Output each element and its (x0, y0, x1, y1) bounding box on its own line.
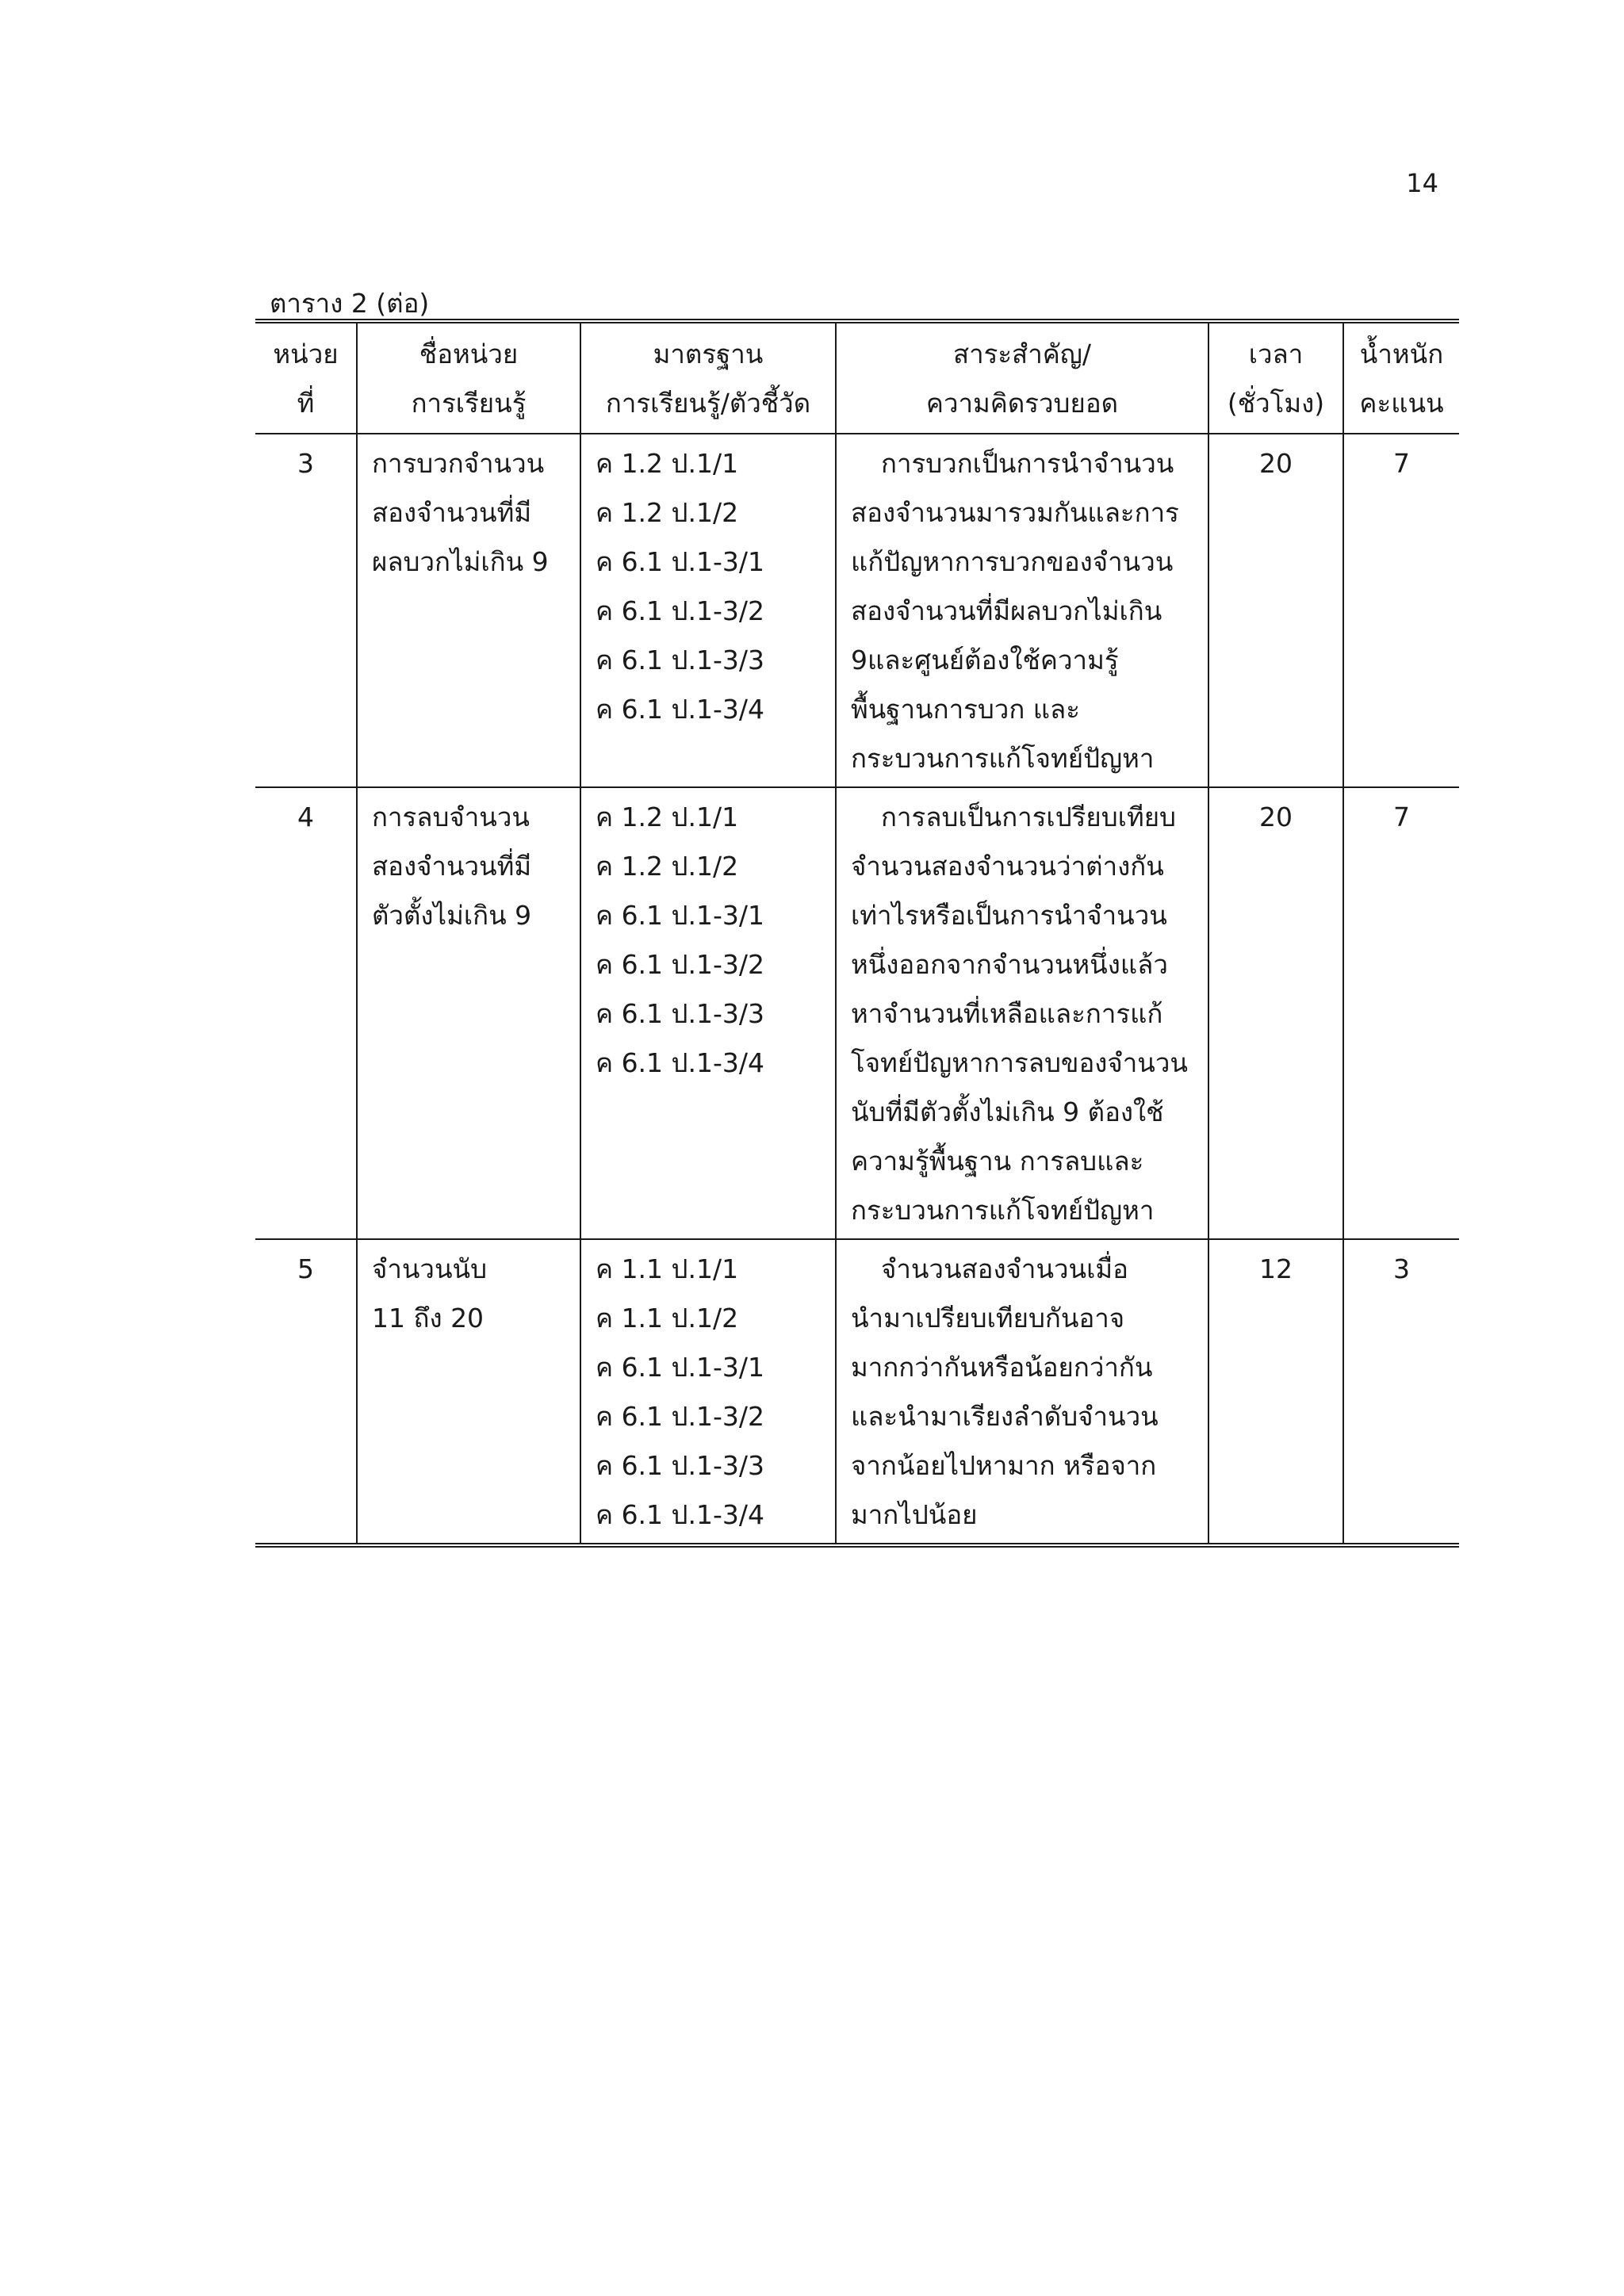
header-line: คะแนน (1359, 388, 1444, 419)
standard-code: ค 6.1 ป.1-3/1 (596, 900, 764, 931)
weight-cell (1343, 434, 1459, 787)
table-body (255, 434, 1459, 1545)
header-line: มาตรฐาน (653, 339, 764, 369)
unit-name-line: สองจำนวนที่มี (372, 497, 532, 528)
standard-code: ค 6.1 ป.1-3/2 (596, 1401, 764, 1432)
unit-number: 5 (297, 1253, 314, 1284)
header-line: ที่ (297, 388, 315, 419)
concept-line: แก้ปัญหาการบวกของจำนวน (851, 546, 1174, 577)
concept-line: โจทย์ปัญหาการลบของจำนวน (851, 1047, 1188, 1078)
hours-cell (1208, 1239, 1343, 1545)
table-row (255, 434, 1459, 787)
hours-cell (1208, 787, 1343, 1239)
standard-code: ค 6.1 ป.1-3/3 (596, 645, 764, 675)
standard-code: ค 6.1 ป.1-3/3 (596, 1450, 764, 1481)
concept-cell (836, 787, 1208, 1239)
standards-cell (580, 1239, 836, 1545)
concept-line: ความรู้พื้นฐาน การลบและ (851, 1146, 1144, 1177)
header-line: เวลา (1248, 339, 1304, 369)
unit-name-cell (357, 434, 580, 787)
standard-code: ค 1.2 ป.1/1 (596, 802, 739, 832)
concept-line: 9และศูนย์ต้องใช้ความรู้ (851, 645, 1119, 675)
unit-number-cell (255, 787, 357, 1239)
concept-line: นำมาเปรียบเทียบกันอาจ (851, 1303, 1125, 1334)
standard-code: ค 6.1 ป.1-3/4 (596, 694, 764, 725)
learning-units-table (255, 319, 1459, 1548)
concept-line: หาจำนวนที่เหลือและการแก้ (851, 998, 1163, 1029)
header-line: น้ำหนัก (1359, 339, 1444, 369)
unit-number: 4 (297, 802, 314, 832)
hours-value: 20 (1259, 802, 1293, 832)
header-line: สาระสำคัญ/ (952, 339, 1092, 369)
hours-value: 12 (1259, 1253, 1293, 1284)
header-line: ความคิดรวบยอด (925, 388, 1119, 419)
header-line: การเรียนรู้ (411, 388, 527, 419)
header-line: หน่วย (273, 339, 339, 369)
header-concept (836, 321, 1208, 434)
concept-line: เท่าไรหรือเป็นการนำจำนวน (851, 900, 1167, 931)
unit-name-cell (357, 1239, 580, 1545)
concept-line: การลบเป็นการเปรียบเทียบ (881, 802, 1176, 832)
concept-line: การบวกเป็นการนำจำนวน (881, 448, 1174, 479)
header-unit-name (357, 321, 580, 434)
standard-code: ค 6.1 ป.1-3/3 (596, 998, 764, 1029)
unit-name-line: การลบจำนวน (372, 802, 530, 832)
unit-number: 3 (297, 448, 314, 479)
standard-code: ค 1.1 ป.1/2 (596, 1303, 739, 1334)
weight-value: 7 (1393, 802, 1410, 832)
concept-line: นับที่มีตัวตั้งไม่เกิน 9 ต้องใช้ (851, 1096, 1164, 1127)
page-number: 14 (1406, 168, 1438, 198)
concept-line: หนึ่งออกจากจำนวนหนึ่งแล้ว (851, 949, 1168, 980)
standard-code: ค 1.2 ป.1/1 (596, 448, 739, 479)
hours-cell (1208, 434, 1343, 787)
header-unit-number (255, 321, 357, 434)
concept-line: จำนวนสองจำนวนเมื่อ (881, 1253, 1128, 1284)
standards-cell (580, 787, 836, 1239)
weight-value: 3 (1393, 1253, 1410, 1284)
weight-cell (1343, 787, 1459, 1239)
unit-name-line: จำนวนนับ (372, 1253, 488, 1284)
table-row (255, 1239, 1459, 1545)
standards-cell (580, 434, 836, 787)
header-standards (580, 321, 836, 434)
table-caption: ตาราง 2 (ต่อ) (270, 288, 430, 319)
header-line: ชื่อหน่วย (419, 339, 519, 369)
concept-line: และนำมาเรียงลำดับจำนวน (851, 1401, 1159, 1432)
weight-value: 7 (1393, 448, 1410, 479)
standard-code: ค 1.2 ป.1/2 (596, 851, 739, 882)
unit-name-line: ตัวตั้งไม่เกิน 9 (372, 900, 532, 931)
header-hours (1208, 321, 1343, 434)
standard-code: ค 6.1 ป.1-3/1 (596, 546, 764, 577)
concept-cell (836, 434, 1208, 787)
standard-code: ค 6.1 ป.1-3/2 (596, 949, 764, 980)
table-row (255, 787, 1459, 1239)
unit-number-cell (255, 434, 357, 787)
unit-number-cell (255, 1239, 357, 1545)
header-line: การเรียนรู้/ตัวชี้วัด (605, 388, 811, 419)
standard-code: ค 6.1 ป.1-3/1 (596, 1352, 764, 1383)
header-weight (1343, 321, 1459, 434)
concept-line: มากกว่ากันหรือน้อยกว่ากัน (851, 1352, 1153, 1383)
concept-line: กระบวนการแก้โจทย์ปัญหา (851, 1195, 1155, 1226)
concept-line: จำนวนสองจำนวนว่าต่างกัน (851, 851, 1164, 882)
concept-line: สองจำนวนมารวมกันและการ (851, 497, 1179, 528)
standard-code: ค 1.2 ป.1/2 (596, 497, 739, 528)
hours-value: 20 (1259, 448, 1293, 479)
table-header-row (255, 321, 1459, 434)
standard-code: ค 6.1 ป.1-3/4 (596, 1499, 764, 1530)
standard-code: ค 6.1 ป.1-3/4 (596, 1047, 764, 1078)
standard-code: ค 1.1 ป.1/1 (596, 1253, 739, 1284)
unit-name-cell (357, 787, 580, 1239)
concept-cell (836, 1239, 1208, 1545)
concept-line: จากน้อยไปหามาก หรือจาก (851, 1450, 1157, 1481)
concept-line: พื้นฐานการบวก และ (851, 694, 1081, 725)
unit-name-line: สองจำนวนที่มี (372, 851, 532, 882)
unit-name-line: ผลบวกไม่เกิน 9 (372, 546, 549, 577)
unit-name-line: การบวกจำนวน (372, 448, 545, 479)
concept-line: กระบวนการแก้โจทย์ปัญหา (851, 743, 1155, 774)
weight-cell (1343, 1239, 1459, 1545)
concept-line: สองจำนวนที่มีผลบวกไม่เกิน (851, 595, 1162, 626)
concept-line: มากไปน้อย (851, 1499, 978, 1530)
header-line: (ชั่วโมง) (1227, 388, 1325, 419)
standard-code: ค 6.1 ป.1-3/2 (596, 595, 764, 626)
unit-name-line: 11 ถึง 20 (372, 1303, 485, 1334)
